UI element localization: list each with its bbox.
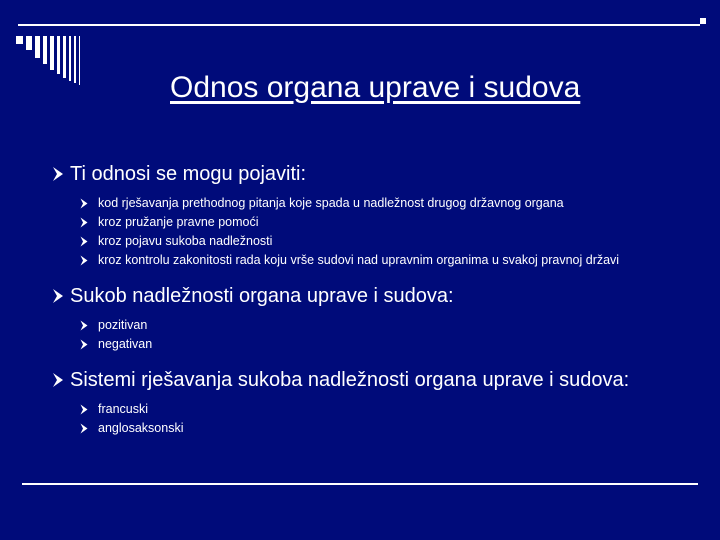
arrow-bullet-icon [52,166,64,182]
list-item: pozitivan [80,316,674,335]
decorative-bar [69,36,71,81]
arrow-bullet-icon [80,423,88,434]
arrow-bullet-icon [80,404,88,415]
section-heading: Sukob nadležnosti organa uprave i sudova: [52,284,674,308]
list-item: kroz kontrolu zakonitosti rada koju vrše sudovi nad upravnim organima u svakoj pravnoj državi [80,251,674,270]
top-rule [18,24,700,26]
section-heading: Sistemi rješavanja sukoba nadležnosti organa uprave i sudova: [52,368,674,392]
decorative-bar [63,36,66,78]
decorative-bar [74,36,76,83]
corner-square [700,18,706,24]
decorative-bar [26,36,32,50]
list-item: kod rješavanja prethodnog pitanja koje spada u nadležnost drugog državnog organa [80,194,674,213]
section-systems [52,368,674,438]
arrow-bullet-icon [80,236,88,247]
arrow-bullet-icon [80,198,88,209]
list-item: negativan [80,335,674,354]
bottom-rule [22,483,698,485]
arrow-bullet-icon [52,372,64,388]
slide-title: Odnos organa uprave i sudova [170,71,581,104]
decorative-bar [16,36,23,44]
arrow-bullet-icon [80,320,88,331]
sub-list [80,316,674,354]
list-item: kroz pružanje pravne pomoći [80,213,674,232]
decorative-bar [57,36,60,74]
decorative-bar [35,36,40,58]
list-item: francuski [80,400,674,419]
decorative-bar [79,36,80,85]
slide-content [52,162,674,452]
section-heading: Ti odnosi se mogu pojaviti: [52,162,674,186]
arrow-bullet-icon [52,288,64,304]
arrow-bullet-icon [80,255,88,266]
section-conflict [52,284,674,354]
section-relations [52,162,674,270]
decorative-bar [50,36,54,70]
sub-list [80,400,674,438]
arrow-bullet-icon [80,217,88,228]
arrow-bullet-icon [80,339,88,350]
list-item: anglosaksonski [80,419,674,438]
decorative-bars [16,36,136,86]
decorative-bar [43,36,47,64]
list-item: kroz pojavu sukoba nadležnosti [80,232,674,251]
sub-list [80,194,674,270]
